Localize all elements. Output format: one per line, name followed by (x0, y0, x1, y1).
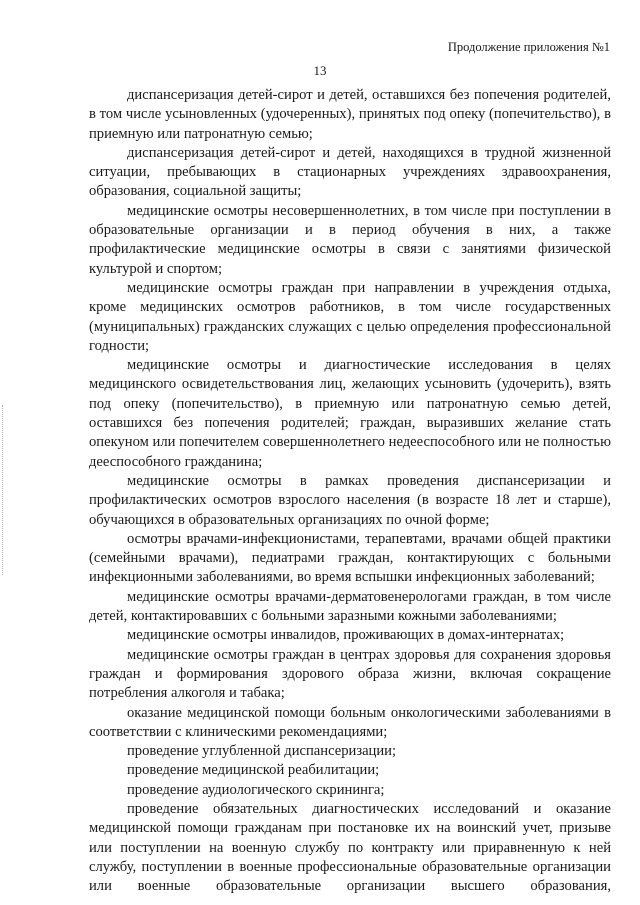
appendix-continuation-note: Продолжение приложения №1 (447, 40, 610, 54)
paragraph: медицинские осмотры инвалидов, проживающих в домах-интернатах; (127, 627, 565, 644)
paragraph: проведение медицинской реабилитации; (127, 762, 380, 779)
paragraph: диспансеризация детей-сирот и детей, оставшихся без попечения родителей, в том числе усыновленных (удочеренных), принятых под опеку (попечительство), в приемную или патронатную семью; (89, 87, 611, 142)
paragraph: проведение углубленной диспансеризации; (127, 743, 397, 760)
paragraph: медицинские осмотры врачами-дерматовенерологами граждан, в том числе детей, контактировавших с больными заразными кожными заболеваниями; (89, 588, 611, 625)
paragraph: медицинские осмотры в рамках проведения диспансеризации и профилактических осмотров взрослого населения (в возрасте 18 лет и старше), обучающихся в образовательных организациях по очной форме; (89, 472, 611, 528)
paragraph: медицинские осмотры граждан в центрах здоровья для сохранения здоровья граждан и формирования здорового образа жизни, включая сокращение потребления алкоголя и табака; (89, 646, 611, 702)
paragraph: проведение обязательных диагностических исследований и оказание медицинской помощи гражданам при постановке их на воинский учет, призыве или поступлении на военную службу по контракту или приравненную к ней службу, поступлении в военные профессиональные образовательные организации или военные образовательные организации высшего образования, (89, 800, 611, 895)
paragraph: проведение аудиологического скрининга; (127, 781, 385, 798)
document-body (89, 86, 611, 896)
paragraph: оказание медицинской помощи больным онкологическими заболеваниями в соответствии с клиническими рекомендациями; (89, 704, 611, 740)
paragraph: осмотры врачами-инфекционистами, терапевтами, врачами общей практики (семейными врачами), педиатрами граждан, контактирующих с больными инфекционными заболеваниями, во время вспышки инфекционных заболеваний; (89, 530, 611, 586)
scan-margin-mark (2, 405, 5, 575)
page-number: 13 (313, 63, 327, 78)
paragraph: медицинские осмотры граждан при направлении в учреждения отдыха, кроме медицинских осмотров работников, в том числе государственных (муниципальных) гражданских служащих с целью определения профессиональной годности; (89, 279, 611, 354)
paragraph: медицинские осмотры и диагностические исследования в целях медицинского освидетельствования лиц, желающих усыновить (удочерить), взять под опеку (попечительство), в приемную или патронатную семью детей, оставшихся без попечения родителей; граждан, выразивших желание стать опекуном или попечителем совершеннолетнего недееспособного или не полностью дееспособного гражданина; (89, 357, 611, 470)
paragraph: диспансеризация детей-сирот и детей, находящихся в трудной жизненной ситуации, пребывающих в стационарных учреждениях здравоохранения, образования, социальной защиты; (89, 144, 611, 200)
paragraph: медицинские осмотры несовершеннолетних, в том числе при поступлении в образовательные организации и в период обучения в них, а также профилактические медицинские осмотры в связи с занятиями физической культурой и спортом; (89, 202, 611, 277)
